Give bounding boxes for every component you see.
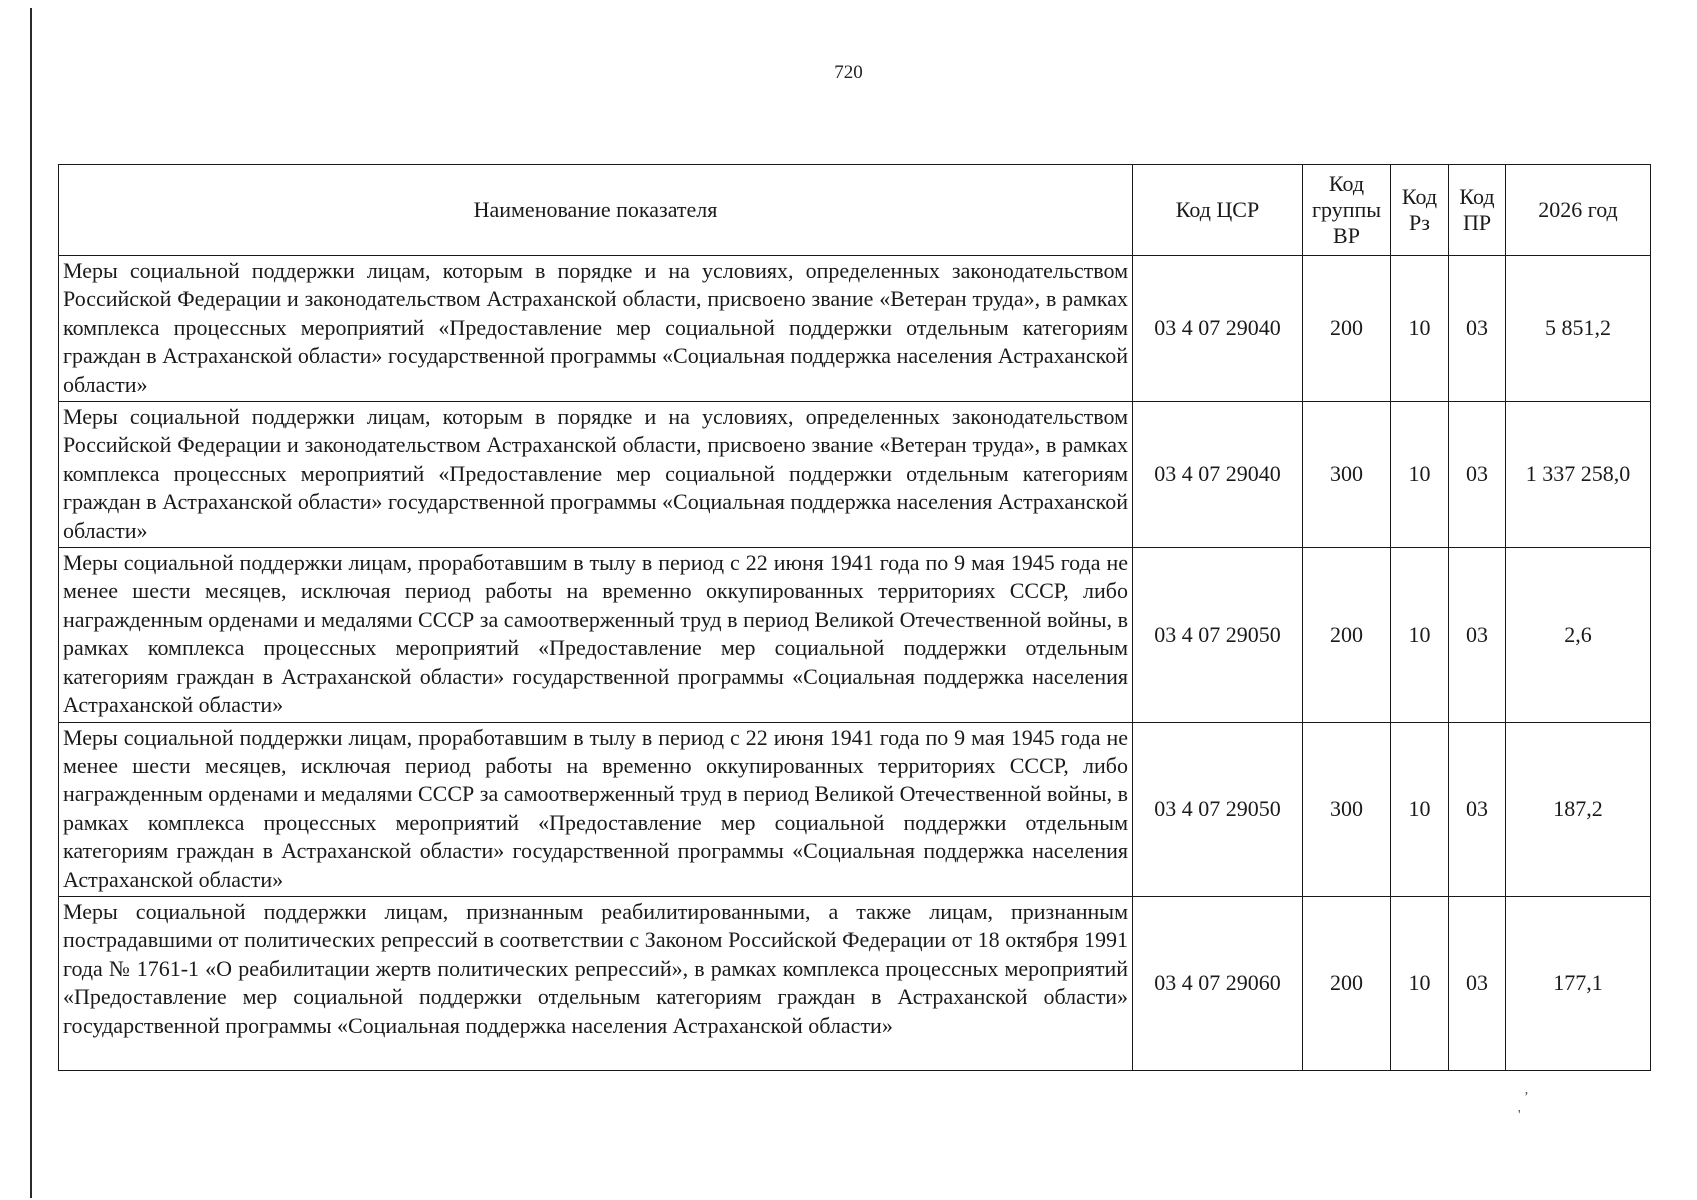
row-name-cell: Меры социальной поддержки лицам, проработавшим в тылу в период с 22 июня 1941 года по 9 мая 1945 года не менее шести месяцев, исключая период работы на временно оккупированных территориях СССР, либо награжденным орденами и медалями СССР за самоотверженный труд в период Великой Отечественной войны, в рамках комплекса процессных мероприятий «Предоставление мер социальной поддержки отдельным категориям граждан в Астраханской области» государственной программы «Социальная поддержка населения Астраханской области» <box>59 548 1133 722</box>
row-rz-cell: 10 <box>1391 548 1449 722</box>
row-vr-cell: 200 <box>1303 256 1391 402</box>
header-vr: Код группы ВР <box>1303 165 1391 256</box>
budget-table <box>58 164 1651 1071</box>
header-rz: Код Рз <box>1391 165 1449 256</box>
table-row <box>59 548 1651 722</box>
row-value-cell: 1 337 258,0 <box>1506 402 1651 548</box>
row-pr-cell: 03 <box>1449 722 1506 896</box>
row-name-cell: Меры социальной поддержки лицам, проработавшим в тылу в период с 22 июня 1941 года по 9 мая 1945 года не менее шести месяцев, исключая период работы на временно оккупированных территориях СССР, либо награжденным орденами и медалями СССР за самоотверженный труд в период Великой Отечественной войны, в рамках комплекса процессных мероприятий «Предоставление мер социальной поддержки отдельным категориям граждан в Астраханской области» государственной программы «Социальная поддержка населения Астраханской области» <box>59 722 1133 896</box>
table-row <box>59 402 1651 548</box>
row-vr-cell: 300 <box>1303 402 1391 548</box>
row-rz-cell: 10 <box>1391 402 1449 548</box>
row-vr-cell: 300 <box>1303 722 1391 896</box>
row-value-cell: 5 851,2 <box>1506 256 1651 402</box>
row-csr-cell: 03 4 07 29050 <box>1133 548 1303 722</box>
header-name: Наименование показателя <box>59 165 1133 256</box>
row-rz-cell: 10 <box>1391 896 1449 1070</box>
row-vr-cell: 200 <box>1303 896 1391 1070</box>
row-pr-cell: 03 <box>1449 548 1506 722</box>
row-csr-cell: 03 4 07 29040 <box>1133 256 1303 402</box>
row-name-cell: Меры социальной поддержки лицам, которым в порядке и на условиях, определенных законодательством Российской Федерации и законодательством Астраханской области, присвоено звание «Ветеран труда», в рамках комплекса процессных мероприятий «Предоставление мер социальной поддержки отдельным категориям граждан в Астраханской области» государственной программы «Социальная поддержка населения Астраханской области» <box>59 402 1133 548</box>
binding-edge-line <box>30 8 32 1198</box>
scan-speck: ' <box>1518 1108 1521 1123</box>
row-pr-cell: 03 <box>1449 402 1506 548</box>
row-csr-cell: 03 4 07 29060 <box>1133 896 1303 1070</box>
row-csr-cell: 03 4 07 29040 <box>1133 402 1303 548</box>
row-value-cell: 187,2 <box>1506 722 1651 896</box>
table-row <box>59 896 1651 1070</box>
row-csr-cell: 03 4 07 29050 <box>1133 722 1303 896</box>
scan-speck: ʼ <box>1524 1090 1529 1105</box>
table-header-row <box>59 165 1651 256</box>
header-pr: Код ПР <box>1449 165 1506 256</box>
row-name-cell: Меры социальной поддержки лицам, признанным реабилитированными, а также лицам, признанным пострадавшими от политических репрессий в соответствии с Законом Российской Федерации от 18 октября 1991 года № 1761-1 «О реабилитации жертв политических репрессий», в рамках комплекса процессных мероприятий «Предоставление мер социальной поддержки отдельным категориям граждан в Астраханской области» государственной программы «Социальная поддержка населения Астраханской области» <box>59 896 1133 1070</box>
table-row <box>59 722 1651 896</box>
row-rz-cell: 10 <box>1391 722 1449 896</box>
row-rz-cell: 10 <box>1391 256 1449 402</box>
row-name-cell: Меры социальной поддержки лицам, которым в порядке и на условиях, определенных законодательством Российской Федерации и законодательством Астраханской области, присвоено звание «Ветеран труда», в рамках комплекса процессных мероприятий «Предоставление мер социальной поддержки отдельным категориям граждан в Астраханской области» государственной программы «Социальная поддержка населения Астраханской области» <box>59 256 1133 402</box>
page-number: 720 <box>834 62 863 83</box>
header-csr: Код ЦСР <box>1133 165 1303 256</box>
table-row <box>59 256 1651 402</box>
row-value-cell: 177,1 <box>1506 896 1651 1070</box>
row-value-cell: 2,6 <box>1506 548 1651 722</box>
row-pr-cell: 03 <box>1449 896 1506 1070</box>
row-vr-cell: 200 <box>1303 548 1391 722</box>
row-pr-cell: 03 <box>1449 256 1506 402</box>
header-year: 2026 год <box>1506 165 1651 256</box>
